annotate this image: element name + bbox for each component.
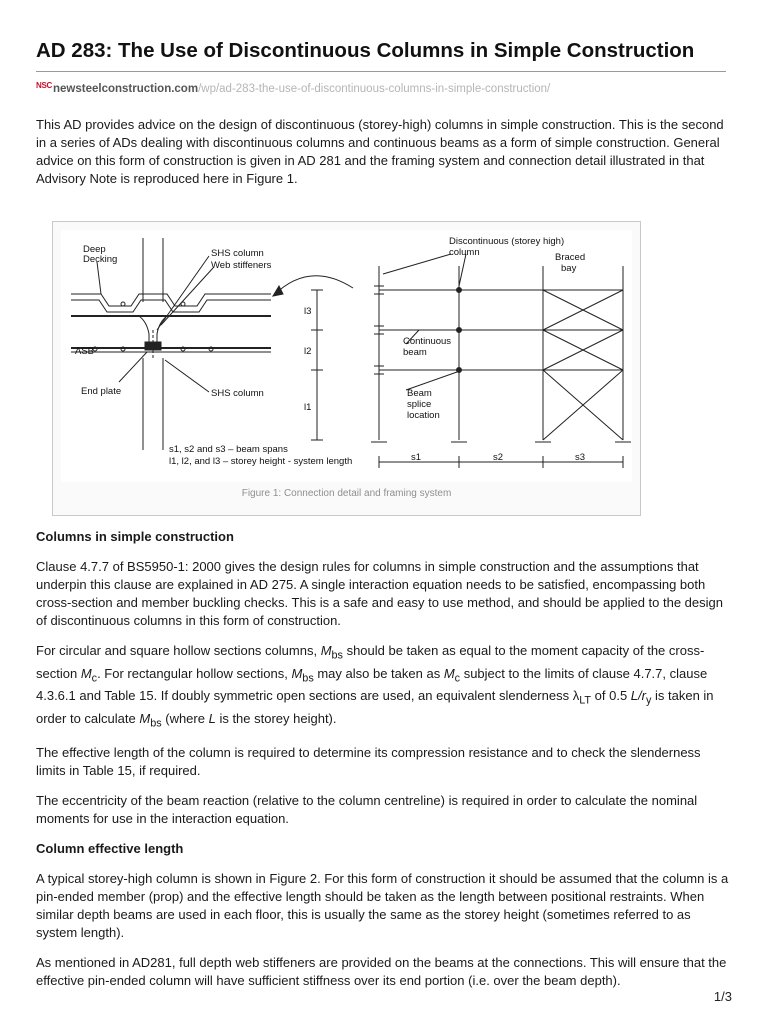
legend-beam-spans: s1, s2 and s3 – beam spans <box>169 444 288 455</box>
label-decking: Decking <box>83 254 118 265</box>
source-url[interactable] <box>53 82 550 96</box>
label-shs-column-top: SHS column <box>211 248 264 259</box>
figure-caption: Figure 1: Connection detail and framing system <box>241 488 452 499</box>
document-page <box>36 0 726 188</box>
section-columns <box>36 528 730 990</box>
label-asb: ASB <box>75 346 95 357</box>
paragraph-hollow-sections: For circular and square hollow sections columns, $M_{bs}$ should be taken as equal to the moment capacity of the cross-section $M_c$. For rectangular hollow sections, $M_{bs}$ may also be taken as $M_c$ subject to the limits of clause 4.7.7, clause 4.3.6.1 and Table 15. If doubly symmetric open sections are used, an equivalent slenderness $\lambda_{LT}$ of 0.5 $L/r_y$ is taken in order to calculate $M_{bs}$ (where L is the storey height). <box>36 643 714 730</box>
figure-1 <box>52 221 641 516</box>
paragraph-web-stiffeners: As mentioned in AD281, full depth web stiffeners are provided on the beams at the connections. This will ensure that the effective pin-ended column will have sufficient stiffness over its end portion (i.e. over the beam depth). <box>36 955 727 989</box>
label-beam-splice-3: location <box>407 410 440 421</box>
label-s1: s1 <box>411 452 422 463</box>
legend-storey-height: l1, l2, and l3 – storey height - system length <box>169 456 353 467</box>
paragraph-effective-length: The effective length of the column is required to determine its compression resistance and to check the slenderness limits in Table 15, if required. <box>36 745 701 779</box>
label-s3: s3 <box>575 452 586 463</box>
source-line <box>36 82 726 96</box>
source-domain[interactable]: newsteelconstruction.com <box>53 83 199 95</box>
label-l2: l2 <box>304 346 312 357</box>
label-shs-column-bottom: SHS column <box>211 388 264 399</box>
label-l1: l1 <box>304 402 312 413</box>
label-s2: s2 <box>493 452 504 463</box>
label-beam-splice-2: splice <box>407 399 432 410</box>
label-continuous: Continuous <box>403 336 452 347</box>
paragraph-clause: Clause 4.7.7 of BS5950-1: 2000 gives the design rules for columns in simple construction and the assumptions that underpin this clause are explained in AD 275. A single interaction equation needs to be satisfied, encompassing both cross-section and member buckling checks. This is a safe and easy to use method, and should be applied to the design of discontinuous columns in this form of construction. <box>36 559 723 628</box>
source-path[interactable]: /wp/ad-283-the-use-of-discontinuous-columns-in-simple-construction/ <box>198 83 551 95</box>
label-web-stiffeners: Web stiffeners <box>211 260 272 271</box>
figure-drawing <box>61 230 632 482</box>
page-title: AD 283: The Use of Discontinuous Columns in Simple Construction <box>36 39 695 62</box>
paragraph-eccentricity: The eccentricity of the beam reaction (relative to the column centreline) is required in order to calculate the nominal moments for use in the interaction equation. <box>36 793 698 827</box>
label-l3: l3 <box>304 306 312 317</box>
label-beam: beam <box>403 347 427 358</box>
paragraph-storey-high: A typical storey-high column is shown in Figure 2. For this form of construction it should be assumed that the column is a pin-ended member (prop) and the effective length should be taken as the length between positional restraints. When similar depth beams are used in each floor, this is usually the same as the storey height (sometimes referred to as system length). <box>36 871 729 941</box>
section-heading-columns: Columns in simple construction <box>36 529 234 544</box>
title-divider <box>36 71 726 72</box>
section-heading-effective-length: Column effective length <box>36 841 184 857</box>
intro-paragraph: This AD provides advice on the design of discontinuous (storey-high) columns in simple construction. This is the second in a series of ADs dealing with discontinuous columns and continuous beams as a form of simple construction. General advice on this form of construction is given in AD 281 and the framing system and connection detail illustrated in that Advisory Note is reproduced here in Figure 1. <box>36 117 724 186</box>
label-discontinuous-2: column <box>449 247 480 258</box>
label-braced: Braced <box>555 252 586 263</box>
connection-framing-diagram <box>61 230 632 482</box>
label-beam-splice-1: Beam <box>407 388 432 399</box>
label-end-plate: End plate <box>81 386 122 397</box>
label-discontinuous-1: Discontinuous (storey high) <box>449 236 565 247</box>
nsc-logo: NSC <box>36 81 52 90</box>
label-bay: bay <box>561 263 577 274</box>
label-deep: Deep <box>83 244 106 255</box>
page-number: 1/3 <box>713 989 732 1004</box>
